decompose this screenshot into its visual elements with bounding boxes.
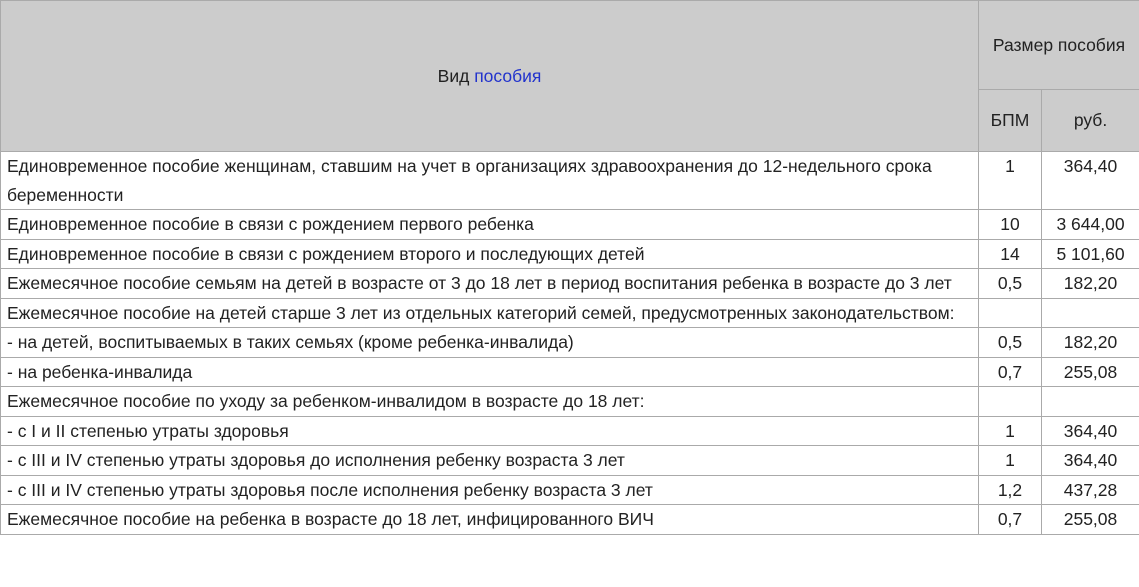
table-row: [1, 387, 1139, 417]
header-benefit-type: [1, 1, 979, 152]
header-bpm: БПМ: [979, 90, 1042, 152]
rub-value-cell: 364,40: [1042, 416, 1139, 446]
table-row: [1, 298, 1139, 328]
benefit-type-cell: - на ребенка-инвалида: [1, 357, 979, 387]
benefit-type-cell: Единовременное пособие в связи с рождением второго и последующих детей: [1, 239, 979, 269]
bpm-value-cell: 1,2: [979, 475, 1042, 505]
bpm-value-cell: 1: [979, 416, 1042, 446]
benefit-type-cell: Единовременное пособие в связи с рождением первого ребенка: [1, 210, 979, 240]
table-row: [1, 357, 1139, 387]
rub-value-cell: 255,08: [1042, 357, 1139, 387]
table-row: [1, 505, 1139, 535]
bpm-value-cell: [979, 387, 1042, 417]
table-row: [1, 446, 1139, 476]
benefit-type-cell: Ежемесячное пособие по уходу за ребенком-инвалидом в возрасте до 18 лет:: [1, 387, 979, 417]
rub-value-cell: 437,28: [1042, 475, 1139, 505]
table-row: [1, 416, 1139, 446]
header-row-top: [1, 1, 1139, 90]
rub-value-cell: [1042, 387, 1139, 417]
benefit-type-cell: - с III и IV степенью утраты здоровья до исполнения ребенку возраста 3 лет: [1, 446, 979, 476]
header-rub: руб.: [1042, 90, 1139, 152]
bpm-value-cell: 0,5: [979, 328, 1042, 358]
rub-value-cell: 364,40: [1042, 446, 1139, 476]
rub-value-cell: 182,20: [1042, 328, 1139, 358]
benefit-type-cell: Ежемесячное пособие на ребенка в возрасте до 18 лет, инфицированного ВИЧ: [1, 505, 979, 535]
benefit-type-cell: - на детей, воспитываемых в таких семьях (кроме ребенка-инвалида): [1, 328, 979, 358]
bpm-value-cell: 1: [979, 446, 1042, 476]
table-row: [1, 328, 1139, 358]
rub-value-cell: 3 644,00: [1042, 210, 1139, 240]
benefit-type-cell: - с III и IV степенью утраты здоровья после исполнения ребенку возраста 3 лет: [1, 475, 979, 505]
header-type-label: Вид: [437, 65, 470, 86]
benefit-type-cell: Ежемесячное пособие семьям на детей в возрасте от 3 до 18 лет в период воспитания ребенка в возрасте до 3 лет: [1, 269, 979, 299]
table-row: [1, 239, 1139, 269]
header-benefit-size: Размер пособия: [979, 1, 1139, 90]
rub-value-cell: 255,08: [1042, 505, 1139, 535]
bpm-value-cell: 10: [979, 210, 1042, 240]
rub-value-cell: 364,40: [1042, 152, 1139, 210]
table-row: [1, 152, 1139, 210]
benefit-type-cell: Ежемесячное пособие на детей старше 3 лет из отдельных категорий семей, предусмотренных законодательством:: [1, 298, 979, 328]
benefit-type-cell: Единовременное пособие женщинам, ставшим на учет в организациях здравоохранения до 12-недельного срока беременности: [1, 152, 979, 210]
rub-value-cell: 5 101,60: [1042, 239, 1139, 269]
table-row: [1, 475, 1139, 505]
bpm-value-cell: 1: [979, 152, 1042, 210]
rub-value-cell: [1042, 298, 1139, 328]
bpm-value-cell: 0,7: [979, 505, 1042, 535]
bpm-value-cell: 14: [979, 239, 1042, 269]
bpm-value-cell: 0,7: [979, 357, 1042, 387]
header-type-link[interactable]: пособия: [474, 65, 542, 86]
bpm-value-cell: 0,5: [979, 269, 1042, 299]
table-row: [1, 210, 1139, 240]
bpm-value-cell: [979, 298, 1042, 328]
table-row: [1, 269, 1139, 299]
rub-value-cell: 182,20: [1042, 269, 1139, 299]
benefit-type-cell: - с I и II степенью утраты здоровья: [1, 416, 979, 446]
